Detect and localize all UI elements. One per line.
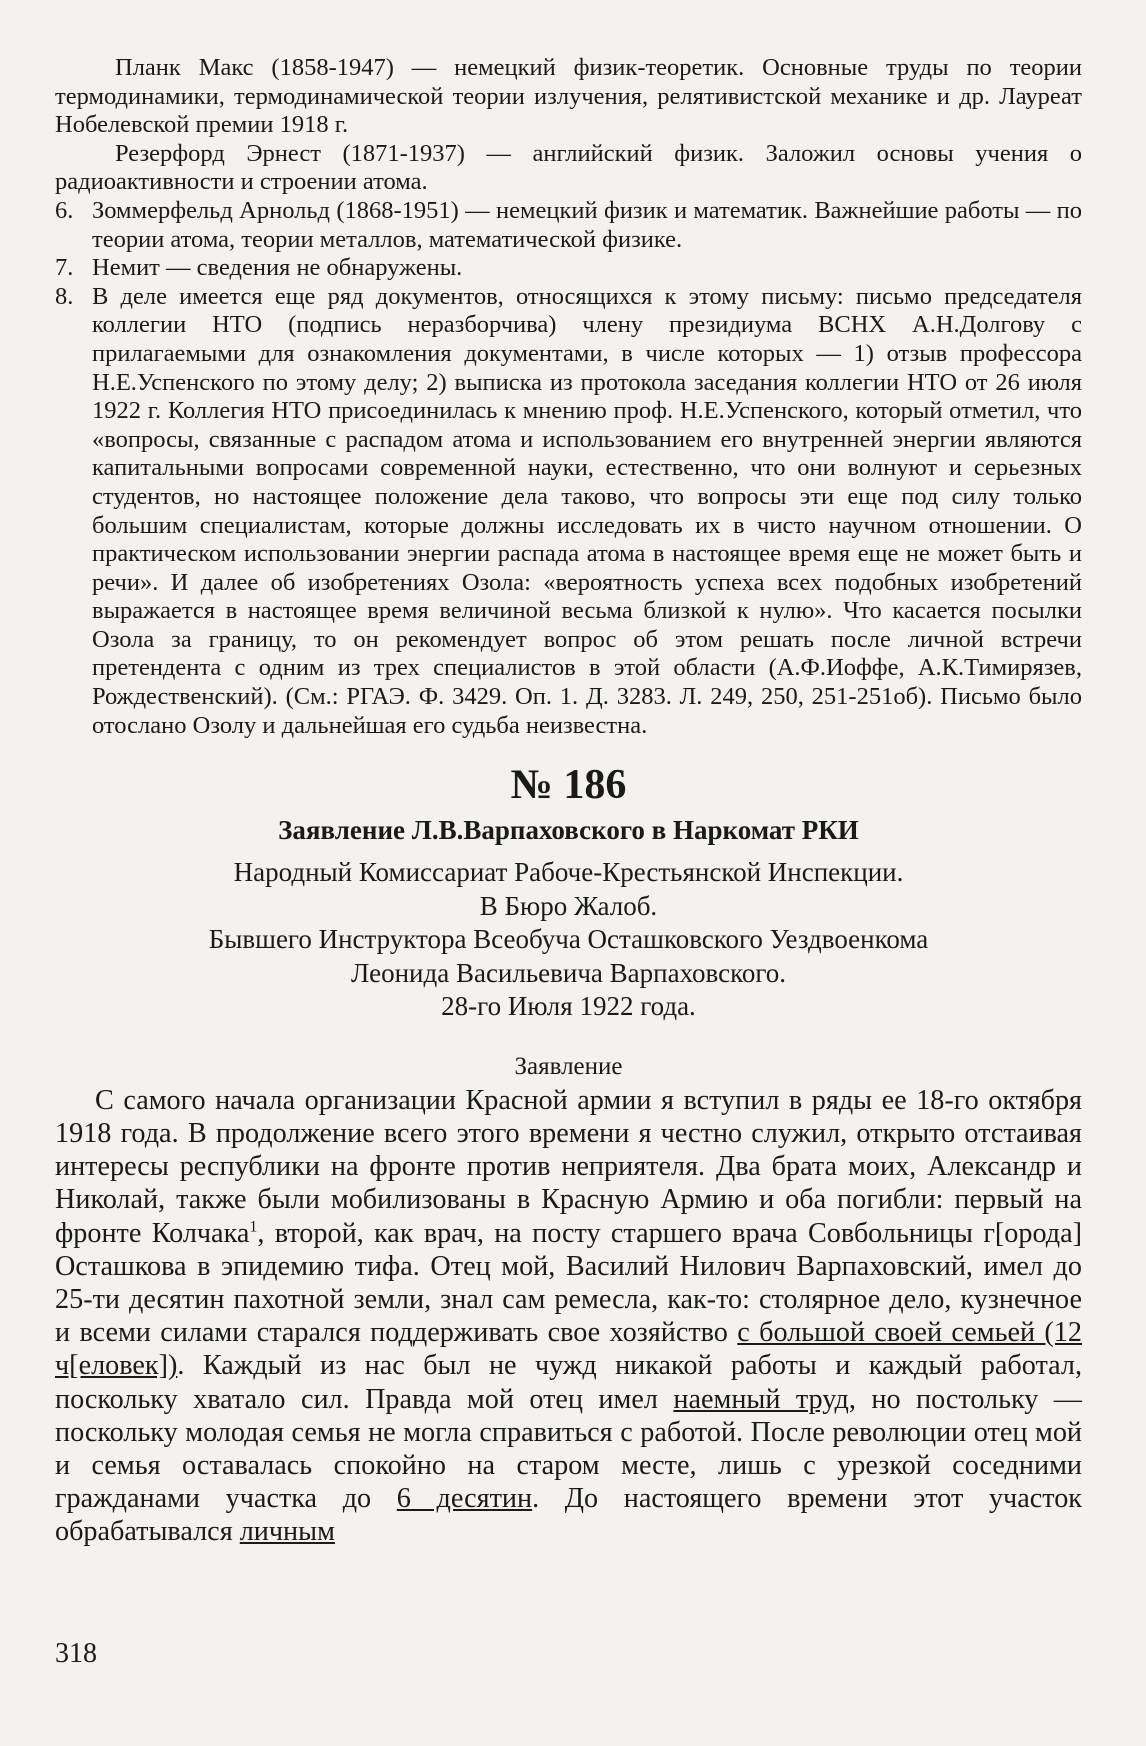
- header-line-4: Леонида Васильевича Варпаховского.: [350, 957, 787, 988]
- page-content: [55, 54, 1082, 1549]
- note-7-text: Немит — сведения не обнаружены.: [92, 254, 463, 282]
- header-line-5: 28-го Июля 1922 года.: [441, 991, 696, 1022]
- document-title: Заявление Л.В.Варпаховского в Наркомат РКИ: [278, 815, 859, 846]
- underlined-land-size: 6 десятин: [396, 1483, 533, 1515]
- underlined-hired-labor: наемный труд: [673, 1383, 849, 1415]
- note-7: [55, 254, 1082, 283]
- body-segment-3: . Каждый из нас был не чужд никакой работы и каждый работал, поскольку хватало сил. Правда мой отец имел: [55, 1350, 1082, 1415]
- underlined-personal: личным: [239, 1516, 335, 1548]
- note-7-number: 7.: [55, 254, 74, 282]
- body-segment-1: С самого начала организации Красной армии я вступил в ряды ее 18-го октября 1918 года. В продолжение всего этого времени я честно служил, открыто отстаивая интересы республики на фронте против неприятеля. Два брата моих, Александр и Николай, также были мобилизованы в Красную Армию и оба погибли: первый на фронте Колчака: [55, 1084, 1082, 1249]
- header-line-3: Бывшего Инструктора Всеобуча Осташковского Уездвоенкома: [208, 924, 929, 955]
- note-planck: Планк Макс (1858-1947) — немецкий физик-теоретик. Основные труды по теории термодинамики, термодинамической теории излучения, релятивистской механике и др. Лауреат Нобелевской премии 1918 г.: [55, 54, 1082, 139]
- note-8-number: 8.: [55, 282, 74, 310]
- header-line-1: Народный Комиссариат Рабоче-Крестьянской Инспекции.: [233, 857, 904, 888]
- statement-paragraph: [55, 1084, 1082, 1549]
- footnote-marker: 1: [249, 1218, 258, 1236]
- note-rutherford: Резерфорд Эрнест (1871-1937) — английский физик. Заложил основы учения о радиоактивности и строении атома.: [55, 139, 1082, 196]
- note-6-text: Зоммерфельд Арнольд (1868-1951) — немецкий физик и математик. Важнейшие работы — по теории атома, теории металлов, математической физике.: [92, 196, 1082, 253]
- body-segment-2: , второй, как врач, на посту старшего врача Совбольницы г[орода] Осташкова в эпидемию тифа. Отец мой, Василий Нилович Варпаховский, имел до 25-ти десятин пахотной земли, знал сам ремесла, как-то: столярное дело, кузнечное и всеми силами старался поддерживать свое хозяйство: [55, 1217, 1082, 1349]
- header-line-2: В Бюро Жалоб.: [479, 890, 658, 921]
- document-number: № 186: [510, 762, 627, 809]
- note-8: [55, 283, 1082, 741]
- note-8-text: В деле имеется еще ряд документов, относящихся к этому письму: письмо председателя коллегии НТО (подпись неразборчива) члену президиума ВСНХ А.Н.Долгову с прилагаемыми для ознакомления документами, в числе которых — 1) отзыв профессора Н.Е.Успенского по этому делу; 2) выписка из протокола заседания коллегии НТО от 26 июля 1922 г. Коллегия НТО присоединилась к мнению проф. Н.Е.Успенского, который отметил, что «вопросы, связанные с распадом атома и использованием его внутренней энергии являются капитальными вопросами современной науки, естественно, что они волнуют и серьезных студентов, но настоящее положение дела таково, что вопросы эти еще под силу только большим специалистам, которые должны исследовать их в чисто научном отношении. О практическом использовании энергии распада атома в настоящее время еще не может быть и речи». И далее об изобретениях Озола: «вероятность успеха всех подобных изобретений выражается в настоящее время величиной весьма близкой к нулю». Что касается посылки Озола за границу, то он рекомендует вопрос об этом решать после личной встречи претендента с одним из трех специалистов в этой области (А.Ф.Иоффе, А.К.Тимирязев, Рождественский). (См.: РГАЭ. Ф. 3429. Оп. 1. Д. 3283. Л. 249, 250, 251-251об). Письмо было отослано Озолу и дальнейшая его судьба неизвестна.: [92, 282, 1082, 739]
- statement-body: [55, 1084, 1082, 1549]
- statement-title: Заявление: [514, 1052, 623, 1080]
- underlined-family-size: с большой своей семьей (12 ч[еловек]): [55, 1317, 1082, 1382]
- page-number: 318: [55, 1638, 97, 1669]
- notes-section: [55, 54, 1082, 740]
- note-6: [55, 197, 1082, 254]
- body-segment-5: . До настоящего времени этот участок обрабатывался: [55, 1483, 1082, 1548]
- body-segment-4: , но постольку — поскольку молодая семья не могла справиться с работой. После революции отец мой и семья оставалась спокойно на старом месте, лишь с урезкой соседними гражданами участка до: [55, 1383, 1082, 1515]
- document-header: [55, 856, 1082, 1024]
- note-6-number: 6.: [55, 196, 74, 224]
